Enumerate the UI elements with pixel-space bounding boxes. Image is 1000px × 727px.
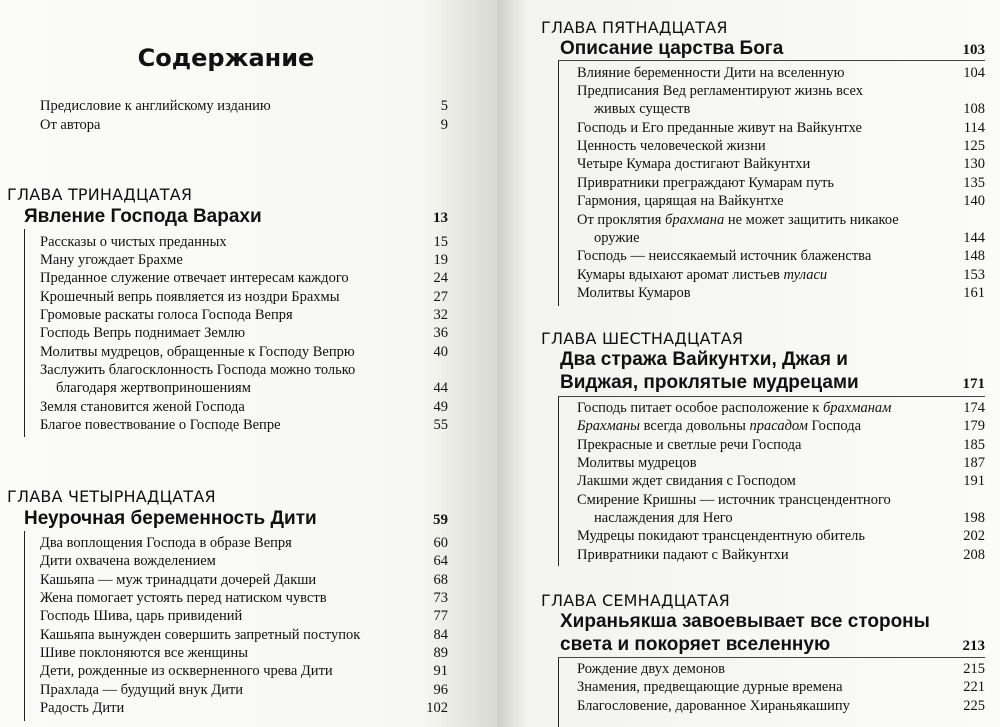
toc-entry-continuation: живых существ <box>594 101 691 117</box>
toc-page-number: 64 <box>433 553 448 569</box>
toc-page-number: 102 <box>426 700 448 716</box>
chapter-page-number: 213 <box>962 638 985 654</box>
chapter-heading: ГЛАВА СЕМНАДЦАТАЯ <box>541 591 730 610</box>
chapter-rule <box>558 657 559 727</box>
toc-page-number: 114 <box>963 120 985 136</box>
toc-entry: Громовые раскаты голоса Господа Вепря <box>40 307 293 323</box>
chapter-underline <box>558 396 985 397</box>
toc-entry: Лакшми ждет свидания с Господом <box>577 473 796 489</box>
toc-page-number: 198 <box>963 510 985 526</box>
toc-entry: Жена помогает устоять перед натиском чувств <box>40 590 327 606</box>
toc-entry: Влияние беременности Дити на вселенную <box>577 65 845 81</box>
toc-page-number: 24 <box>433 270 448 286</box>
toc-page-number: 15 <box>433 234 448 250</box>
toc-entry: Заслужить благосклонность Господа можно только <box>40 362 356 378</box>
toc-entry: Два воплощения Господа в образе Вепря <box>40 535 292 551</box>
toc-entry: От автора <box>40 117 101 133</box>
toc-entry: Благое повествование о Господе Вепре <box>40 417 281 433</box>
chapter-title: Описание царства Бога <box>560 38 784 59</box>
chapter-title: Два стража Вайкунтхи, Джая и <box>560 349 848 370</box>
toc-entry: Благословение, дарованное Хираньякашипу <box>577 698 850 714</box>
toc-entry: Предисловие к английскому изданию <box>40 98 271 114</box>
toc-page-number: 153 <box>963 267 985 283</box>
toc-page-number: 44 <box>433 380 448 396</box>
toc-page-number: 77 <box>433 608 448 624</box>
chapter-heading: ГЛАВА ТРИНАДЦАТАЯ <box>7 185 193 204</box>
toc-page-number: 89 <box>433 645 448 661</box>
toc-page-number: 125 <box>963 138 985 154</box>
toc-page-number: 49 <box>433 399 448 415</box>
toc-page-number: 32 <box>433 307 448 323</box>
chapter-rule <box>558 396 559 566</box>
toc-entry: Гармония, царящая на Вайкунтхе <box>577 193 784 209</box>
toc-page-number: 221 <box>963 679 985 695</box>
toc-page-number: 144 <box>963 230 985 246</box>
chapter-page-number: 59 <box>433 512 448 528</box>
toc-page-number: 84 <box>433 627 448 643</box>
toc-entry: Молитвы мудрецов, обращенные к Господу Вепрю <box>40 344 355 360</box>
chapter-underline <box>558 60 985 61</box>
toc-page-number: 187 <box>963 455 985 471</box>
chapter-heading: ГЛАВА ШЕСТНАДЦАТАЯ <box>541 329 744 348</box>
chapter-underline <box>558 657 985 658</box>
chapter-title: Явление Господа Варахи <box>24 206 262 227</box>
toc-entry: Смирение Кришны — источник трансцендентного <box>577 492 891 508</box>
toc-entry: Молитвы мудрецов <box>577 455 697 471</box>
toc-page-number: 135 <box>963 175 985 191</box>
toc-entry: Прекрасные и светлые речи Господа <box>577 437 802 453</box>
chapter-rule <box>24 229 25 437</box>
left-page <box>0 0 497 727</box>
toc-page-number: 185 <box>963 437 985 453</box>
toc-entry: Ману угождает Брахме <box>40 252 183 268</box>
toc-entry: Знамения, предвещающие дурные времена <box>577 679 843 695</box>
toc-entry: Радость Дити <box>40 700 125 716</box>
toc-page-number: 27 <box>433 289 448 305</box>
chapter-heading: ГЛАВА ЧЕТЫРНАДЦАТАЯ <box>7 487 216 506</box>
chapter-rule <box>24 531 25 721</box>
toc-page-number: 140 <box>963 193 985 209</box>
chapter-rule <box>558 60 559 306</box>
toc-page-number: 191 <box>963 473 985 489</box>
toc-page-number: 68 <box>433 572 448 588</box>
toc-entry: Предписания Вед регламентируют жизнь всех <box>577 83 863 99</box>
toc-page-number: 5 <box>440 98 448 114</box>
toc-page-number: 96 <box>433 682 448 698</box>
toc-page-number: 215 <box>963 661 985 677</box>
toc-page-number: 174 <box>963 400 985 416</box>
toc-entry: Рассказы о чистых преданных <box>40 234 227 250</box>
toc-entry: Кашьяпа — муж тринадцати дочерей Дакши <box>40 572 317 588</box>
chapter-page-number: 13 <box>433 210 448 226</box>
toc-entry: Дети, рожденные из оскверненного чрева Дити <box>40 663 333 679</box>
chapter-title-line2: Виджая, проклятые мудрецами <box>560 372 859 393</box>
toc-entry: Господь и Его преданные живут на Вайкунтхе <box>577 120 862 136</box>
toc-entry: Привратники преграждают Кумарам путь <box>577 175 835 191</box>
toc-entry: Господь Вепрь поднимает Землю <box>40 325 246 341</box>
toc-page-number: 148 <box>963 248 985 264</box>
toc-page-number: 36 <box>433 325 448 341</box>
toc-page-number: 161 <box>963 285 985 301</box>
toc-page-number: 225 <box>963 698 985 714</box>
chapter-page-number: 103 <box>962 42 985 58</box>
toc-page-number: 73 <box>433 590 448 606</box>
toc-entry-continuation: оружие <box>594 230 640 246</box>
toc-page-number: 19 <box>433 252 448 268</box>
chapter-heading: ГЛАВА ПЯТНАДЦАТАЯ <box>541 18 728 37</box>
toc-entry: Кашьяпа вынужден совершить запретный поступок <box>40 627 361 643</box>
chapter-title-line2: света и покоряет вселенную <box>560 634 831 655</box>
toc-entry: Молитвы Кумаров <box>577 285 691 301</box>
chapter-title: Хираньякша завоевывает все стороны <box>560 611 930 632</box>
toc-entry: Ценность человеческой жизни <box>577 138 766 154</box>
right-page <box>497 0 1000 727</box>
toc-entry: Преданное служение отвечает интересам каждого <box>40 270 349 286</box>
toc-page-number: 91 <box>433 663 448 679</box>
toc-page-number: 108 <box>963 101 985 117</box>
chapter-title: Неурочная беременность Дити <box>24 508 317 529</box>
toc-entry: От проклятия брахмана не может защитить никакое <box>577 212 899 228</box>
toc-entry: Крошечный вепрь появляется из ноздри Брахмы <box>40 289 340 305</box>
toc-page-number: 104 <box>963 65 985 81</box>
toc-page-number: 40 <box>433 344 448 360</box>
toc-entry-continuation: благодаря жертвоприношениям <box>56 380 251 396</box>
toc-entry: Земля становится женой Господа <box>40 399 245 415</box>
toc-page-number: 179 <box>963 418 985 434</box>
toc-entry: Шиве поклоняются все женщины <box>40 645 248 661</box>
toc-entry: Дити охвачена вожделением <box>40 553 216 569</box>
toc-entry-continuation: наслаждения для Него <box>594 510 733 526</box>
toc-entry: Брахманы всегда довольны прасадом Господа <box>577 418 862 434</box>
toc-entry: Рождение двух демонов <box>577 661 725 677</box>
toc-entry: Привратники падают с Вайкунтхи <box>577 547 789 563</box>
toc-page-number: 60 <box>433 535 448 551</box>
toc-entry: Мудрецы покидают трансцендентную обитель <box>577 528 866 544</box>
toc-entry: Прахлада — будущий внук Дити <box>40 682 244 698</box>
toc-page-number: 208 <box>963 547 985 563</box>
toc-page-number: 202 <box>963 528 985 544</box>
toc-entry: Господь — неиссякаемый источник блаженства <box>577 248 872 264</box>
chapter-page-number: 171 <box>962 376 985 392</box>
toc-entry: Кумары вдыхают аромат листьев туласи <box>577 267 828 283</box>
toc-entry: Господь Шива, царь привидений <box>40 608 243 624</box>
page-title: Содержание <box>137 44 315 72</box>
toc-entry: Господь питает особое расположение к брахманам <box>577 400 892 416</box>
toc-page-number: 9 <box>440 117 448 133</box>
toc-entry: Четыре Кумара достигают Вайкунтхи <box>577 156 811 172</box>
toc-page-number: 55 <box>433 417 448 433</box>
toc-page-number: 130 <box>963 156 985 172</box>
